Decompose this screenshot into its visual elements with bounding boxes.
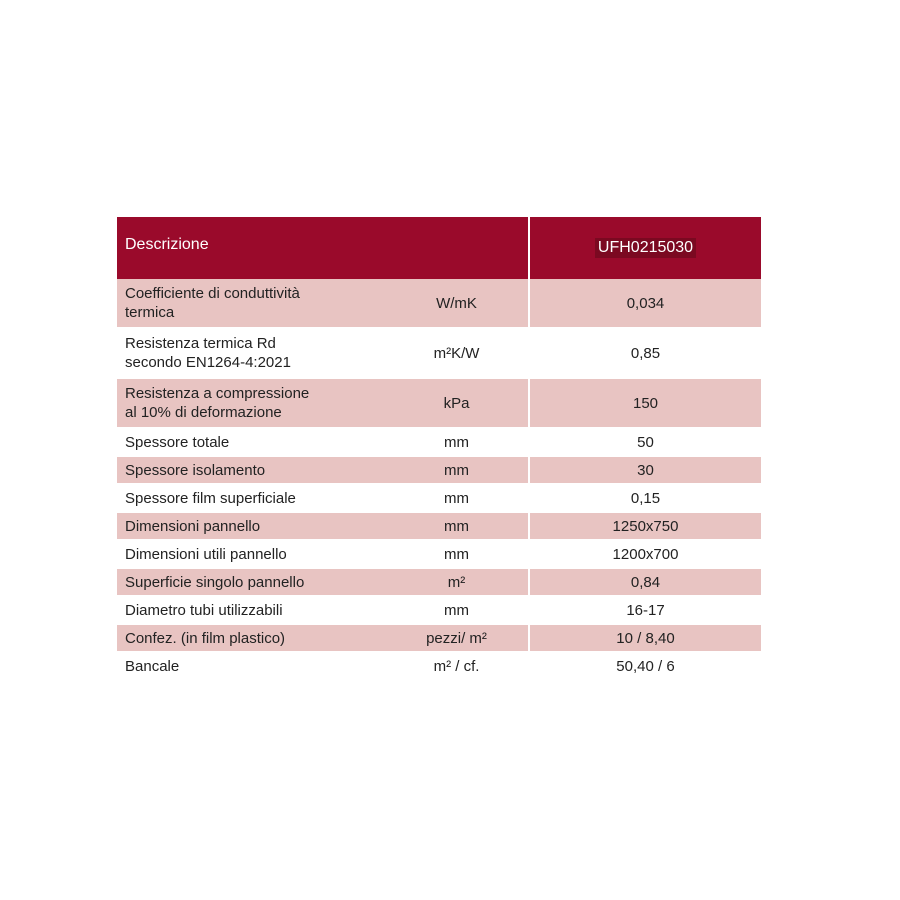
row-description: [117, 328, 385, 378]
table-row-panel-surface: [117, 568, 761, 596]
row-value: 50: [529, 428, 761, 456]
spec-table: [117, 217, 761, 681]
row-description-line2: secondo EN1264-4:2021: [125, 354, 291, 371]
row-description: Superficie singolo pannello: [117, 568, 385, 596]
row-unit: kPa: [385, 378, 529, 428]
table-row-conductivity: [117, 279, 761, 328]
table-row-compression: [117, 378, 761, 428]
table-row-thermal-resistance: [117, 328, 761, 378]
row-description-line1: Resistenza a compressione: [125, 385, 310, 402]
row-value: 30: [529, 456, 761, 484]
row-description: Diametro tubi utilizzabili: [117, 596, 385, 624]
row-value: 0,85: [529, 328, 761, 378]
row-description-line2: termica: [125, 304, 175, 321]
row-description: Spessore isolamento: [117, 456, 385, 484]
header-product-code: [529, 217, 761, 279]
row-unit: m²: [385, 568, 529, 596]
row-description-line1: Resistenza termica Rd: [125, 335, 276, 352]
table-row-pallet: [117, 652, 761, 680]
table-header-row: [117, 217, 761, 279]
row-unit: pezzi/ m²: [385, 624, 529, 652]
row-description: Spessore film superficiale: [117, 484, 385, 512]
row-value: 1250x750: [529, 512, 761, 540]
row-description: [117, 378, 385, 428]
row-unit: m² / cf.: [385, 652, 529, 680]
row-description-line2: al 10% di deformazione: [125, 404, 282, 421]
row-value: 0,034: [529, 279, 761, 328]
row-value: 16-17: [529, 596, 761, 624]
row-description: Confez. (in film plastico): [117, 624, 385, 652]
table-row-pipe-diameter: [117, 596, 761, 624]
row-unit: mm: [385, 540, 529, 568]
row-value: 0,84: [529, 568, 761, 596]
row-unit: mm: [385, 484, 529, 512]
row-description: Bancale: [117, 652, 385, 680]
row-value: 150: [529, 378, 761, 428]
header-description: Descrizione: [117, 217, 529, 279]
row-value: 1200x700: [529, 540, 761, 568]
row-description: [117, 279, 385, 328]
row-unit: mm: [385, 456, 529, 484]
product-code-badge: UFH0215030: [595, 238, 696, 258]
row-description: Dimensioni utili pannello: [117, 540, 385, 568]
table-row-film-thickness: [117, 484, 761, 512]
row-value: 50,40 / 6: [529, 652, 761, 680]
row-unit: m²K/W: [385, 328, 529, 378]
row-value: 10 / 8,40: [529, 624, 761, 652]
row-unit: mm: [385, 512, 529, 540]
table-row-useful-dimensions: [117, 540, 761, 568]
table-row-panel-dimensions: [117, 512, 761, 540]
row-description-line1: Coefficiente di conduttività: [125, 285, 300, 302]
table-row-total-thickness: [117, 428, 761, 456]
row-unit: mm: [385, 596, 529, 624]
row-description: Dimensioni pannello: [117, 512, 385, 540]
row-description: Spessore totale: [117, 428, 385, 456]
table-row-packaging: [117, 624, 761, 652]
row-unit: mm: [385, 428, 529, 456]
row-value: 0,15: [529, 484, 761, 512]
table-row-insulation-thickness: [117, 456, 761, 484]
row-unit: W/mK: [385, 279, 529, 328]
